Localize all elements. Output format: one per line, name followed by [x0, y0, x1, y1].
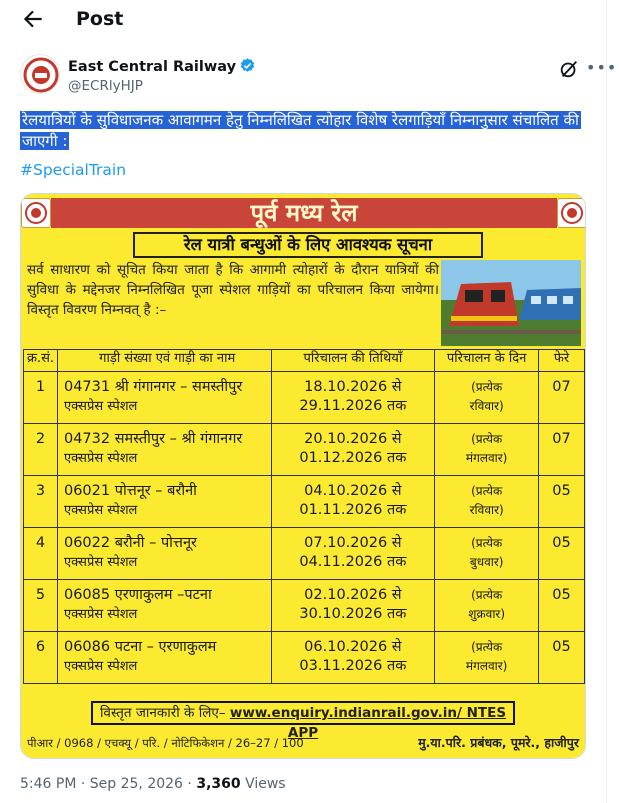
row-days — [435, 424, 539, 476]
post-time[interactable]: 5:46 PM — [20, 776, 77, 792]
notice-poster — [21, 194, 586, 759]
notice-intro: सर्व साधारण को सूचित किया जाता है कि आगामी त्योहारों के दौरान यात्रियों की सुविधा के मद्देनजर निम्नलिखित पूजा स्पेशल गाड़ियों का परिचालन किया जायेगा। विस्तृत विवरण निम्नवत् है :– — [27, 262, 439, 318]
info-prefix: विस्तृत जानकारी के लिए– — [99, 705, 230, 721]
avatar[interactable] — [20, 54, 60, 94]
day-prefix: (प्रत्येक — [471, 484, 503, 498]
train-schedule-table — [23, 349, 585, 684]
row-dates — [271, 424, 435, 476]
train-photo — [441, 260, 581, 346]
train-type: एक्सप्रेस स्पेशल — [63, 451, 138, 466]
row-trips: 07 — [539, 424, 585, 476]
day-name: शुक्रवार) — [468, 607, 506, 621]
table-row — [24, 424, 585, 476]
notice-title: रेल यात्री बन्धुओं के लिए आवश्यक सूचना — [133, 232, 483, 258]
table-row — [24, 476, 585, 528]
date-to: 03.11.2026 तक — [299, 658, 407, 674]
post-meta — [20, 776, 286, 792]
train-type: एक्सप्रेस स्पेशल — [63, 555, 138, 570]
row-dates — [271, 580, 435, 632]
enquiry-url: www.enquiry.indianrail.gov.in/ NTES APP — [229, 705, 507, 741]
row-train — [57, 424, 271, 476]
row-dates — [271, 476, 435, 528]
row-days — [435, 528, 539, 580]
author-handle[interactable]: @ECRlyHJP — [68, 78, 143, 94]
tweet-image[interactable] — [20, 193, 586, 759]
row-days — [435, 476, 539, 528]
tweet-text-body: रेलयात्रियों के सुविधाजनक आवागमन हेतु निम्नलिखित त्योहार विशेष रेलगाड़ियाँ निम्नानुसार संचालित की जाएगी : — [22, 111, 579, 150]
emblem-left-icon — [21, 198, 51, 228]
table-row — [24, 528, 585, 580]
post-date[interactable]: Sep 25, 2026 — [89, 776, 183, 792]
author-name-text[interactable]: East Central Railway — [68, 59, 237, 75]
meta-separator: · — [182, 776, 197, 792]
author-row — [20, 54, 618, 98]
day-prefix: (प्रत्येक — [471, 588, 503, 602]
row-dates — [271, 528, 435, 580]
top-bar — [0, 0, 619, 38]
table-row — [24, 580, 585, 632]
date-from: 07.10.2026 से — [304, 535, 402, 551]
row-sn: 6 — [24, 632, 58, 684]
row-days — [435, 580, 539, 632]
train-name: 06021 पोत्तनूर – बरौनी — [63, 483, 197, 499]
table-row — [24, 632, 585, 684]
date-to: 04.11.2026 तक — [299, 554, 407, 570]
train-name: 04731 श्री गंगानगर – समस्तीपुर — [63, 379, 243, 395]
row-sn: 5 — [24, 580, 58, 632]
railway-logo-icon — [21, 55, 60, 94]
row-trips: 07 — [539, 372, 585, 424]
row-train — [57, 528, 271, 580]
row-train — [57, 476, 271, 528]
train-name: 06022 बरौनी – पोत्तनूर — [63, 535, 197, 551]
col-header-trips: फेरे — [539, 350, 585, 372]
table-row — [24, 372, 585, 424]
row-trips: 05 — [539, 528, 585, 580]
row-trips: 05 — [539, 580, 585, 632]
row-sn: 1 — [24, 372, 58, 424]
notification-code: पीआर / 0968 / एचक्यू / परि. / नोटिफिकेशन / 26–27 / 100 — [27, 736, 304, 750]
day-name: रविवार) — [469, 399, 504, 413]
date-from: 02.10.2026 से — [304, 587, 402, 603]
train-name: 04732 समस्तीपुर – श्री गंगानगर — [63, 431, 243, 447]
row-train — [57, 632, 271, 684]
row-train — [57, 580, 271, 632]
row-sn: 3 — [24, 476, 58, 528]
date-to: 01.12.2026 तक — [299, 450, 407, 466]
hashtag-link[interactable]: #SpecialTrain — [20, 161, 127, 179]
more-options-icon[interactable]: ••• — [586, 58, 618, 77]
arrow-left-icon[interactable] — [20, 6, 46, 32]
views-label: Views — [240, 776, 286, 792]
views-count: 3,360 — [196, 776, 241, 792]
col-header-sn: क्र.सं. — [24, 350, 58, 372]
col-header-dates: परिचालन की तिथियाँ — [271, 350, 435, 372]
author-name[interactable] — [68, 57, 256, 76]
day-prefix: (प्रत्येक — [471, 640, 503, 654]
row-dates — [271, 632, 435, 684]
table-header-row — [24, 350, 585, 372]
date-from: 06.10.2026 से — [304, 639, 402, 655]
row-days — [435, 372, 539, 424]
date-to: 01.11.2026 तक — [299, 502, 407, 518]
tweet-text — [20, 110, 580, 152]
train-name: 06085 एरणाकुलम –पटना — [63, 587, 212, 603]
date-from: 04.10.2026 से — [304, 483, 402, 499]
poster-heading: पूर्व मध्य रेल — [51, 198, 557, 228]
meta-separator: · — [76, 776, 90, 792]
train-type: एक्सप्रेस स्पेशल — [63, 607, 138, 622]
day-prefix: (प्रत्येक — [471, 432, 503, 446]
col-header-train: गाड़ी संख्या एवं गाड़ी का नाम — [57, 350, 271, 372]
info-footer-box — [91, 701, 515, 741]
train-type: एक्सप्रेस स्पेशल — [63, 659, 138, 674]
date-to: 29.11.2026 तक — [299, 398, 407, 414]
col-header-days: परिचालन के दिन — [435, 350, 539, 372]
train-type: एक्सप्रेस स्पेशल — [63, 503, 138, 518]
day-name: बुधवार) — [469, 555, 504, 569]
row-sn: 2 — [24, 424, 58, 476]
train-name: 06086 पटना – एरणाकुलम — [63, 639, 217, 655]
day-prefix: (प्रत्येक — [471, 536, 503, 550]
row-trips: 05 — [539, 476, 585, 528]
row-dates — [271, 372, 435, 424]
verified-badge-icon — [239, 57, 256, 74]
day-name: मंगलवार) — [465, 659, 508, 673]
day-name: रविवार) — [469, 503, 504, 517]
emblem-right-icon — [557, 198, 586, 228]
row-sn: 4 — [24, 528, 58, 580]
date-to: 30.10.2026 तक — [299, 606, 407, 622]
grok-icon[interactable] — [558, 58, 580, 80]
row-train — [57, 372, 271, 424]
date-from: 20.10.2026 से — [304, 431, 402, 447]
row-days — [435, 632, 539, 684]
issuer-signature: मु.या.परि. प्रबंधक, पूमरे., हाजीपुर — [418, 735, 579, 750]
train-type: एक्सप्रेस स्पेशल — [63, 399, 138, 414]
page-title: Post — [76, 8, 124, 30]
date-from: 18.10.2026 से — [304, 379, 402, 395]
day-name: मंगलवार) — [465, 451, 508, 465]
day-prefix: (प्रत्येक — [471, 380, 503, 394]
row-trips: 05 — [539, 632, 585, 684]
column-divider — [606, 0, 607, 803]
